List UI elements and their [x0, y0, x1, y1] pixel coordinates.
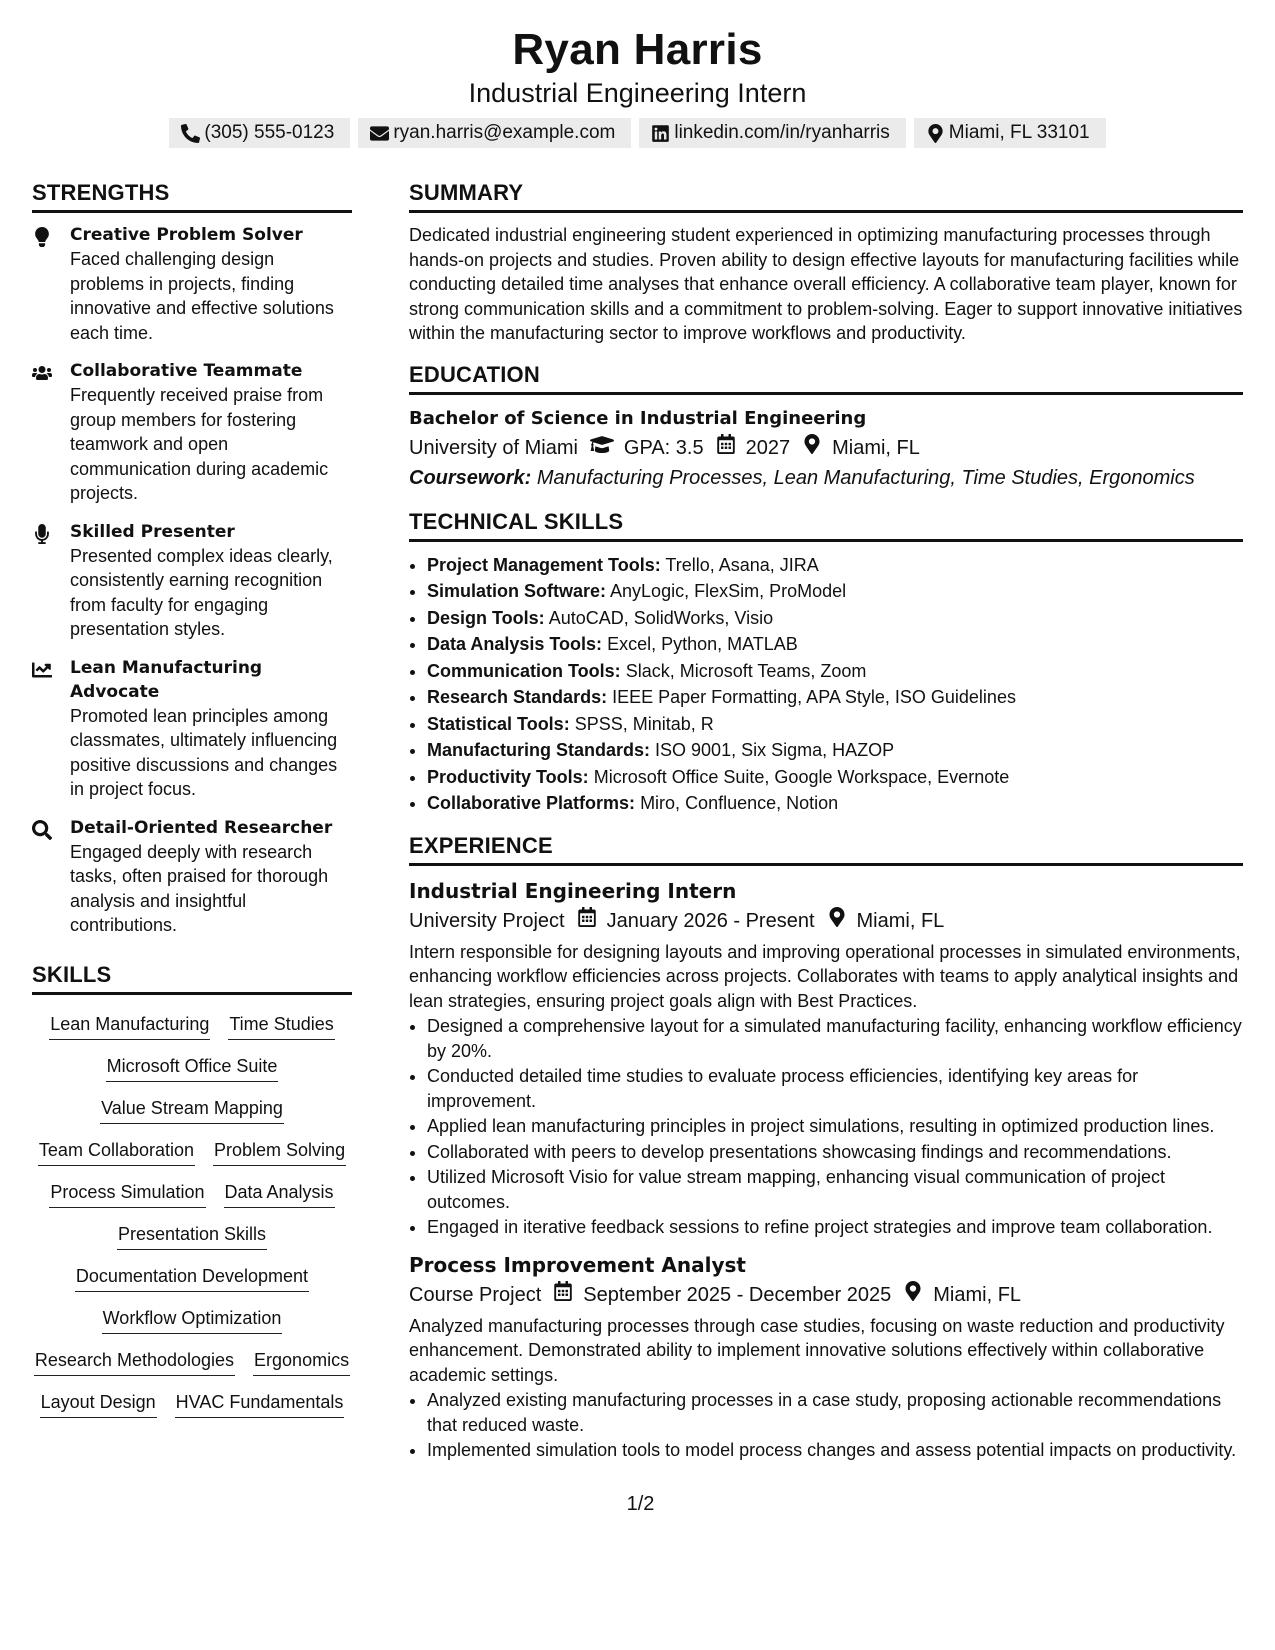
job-location: Miami, FL	[856, 909, 945, 932]
skill-tag: Time Studies	[228, 1011, 334, 1040]
skills-heading: SKILLS	[32, 960, 352, 995]
skill-tag: Documentation Development	[75, 1263, 309, 1292]
education-location: Miami, FL	[832, 436, 920, 459]
coursework-list: Manufacturing Processes, Lean Manufacturing, Time Studies, Ergonomics	[536, 466, 1195, 489]
search-icon	[32, 816, 70, 938]
linkedin-icon	[651, 124, 670, 143]
map-pin-icon	[926, 124, 945, 143]
list-item	[427, 552, 1243, 579]
technical-skills-heading: TECHNICAL SKILLS	[409, 507, 1243, 542]
skill-tag: Presentation Skills	[117, 1221, 267, 1250]
skill-tag: Lean Manufacturing	[49, 1011, 210, 1040]
list-item	[427, 790, 1243, 817]
skill-tag: Value Stream Mapping	[100, 1095, 284, 1124]
email-text: ryan.harris@example.com	[393, 122, 616, 143]
skill-tag: Process Simulation	[49, 1179, 205, 1208]
skill-label: Data Analysis Tools:	[427, 634, 603, 654]
list-item	[427, 658, 1243, 685]
skill-label: Research Standards:	[427, 687, 608, 707]
skill-label: Design Tools:	[427, 607, 545, 628]
strength-desc: Engaged deeply with research tasks, often praised for thorough analysis and insightful contributions.	[70, 841, 329, 935]
gpa-text: GPA: 3.5	[623, 436, 704, 459]
contact-phone	[169, 118, 350, 148]
list-item: • Analyzed existing manufacturing processes in a case study, proposing actionable recommendations that reduced waste.	[427, 1388, 1243, 1437]
list-item	[427, 764, 1243, 791]
list-item	[427, 605, 1243, 632]
strength-title: Collaborative Teammate	[70, 361, 303, 381]
map-pin-icon	[790, 433, 832, 463]
microphone-icon	[32, 520, 70, 642]
experience-entry	[409, 1250, 1243, 1463]
strength-item	[32, 816, 352, 938]
degree-title: Bachelor of Science in Industrial Engineering	[409, 407, 867, 429]
location-text: Miami, FL 33101	[948, 122, 1090, 143]
contact-email	[358, 118, 631, 148]
users-icon	[32, 359, 70, 506]
graduation-year: 2027	[745, 436, 791, 459]
left-column	[32, 178, 352, 1418]
linkedin-text: linkedin.com/in/ryanharris	[674, 122, 890, 143]
strength-item	[32, 223, 352, 345]
job-meta	[409, 1280, 1243, 1310]
skill-tag: Workflow Optimization	[102, 1305, 283, 1334]
list-item	[427, 711, 1243, 738]
resume-header	[0, 22, 1275, 148]
skills-list	[32, 1005, 352, 1418]
job-description: Intern responsible for designing layouts and improving operational processes in simulated environments, enhancing workflow efficiencies across projects. Collaborates with teams to apply analytical insights and lean strategies, ensuring project goals align with Best Practices.	[409, 941, 1241, 1011]
list-item	[427, 631, 1243, 658]
list-item: • Engaged in iterative feedback sessions to refine project strategies and improve team collaboration.	[427, 1215, 1243, 1240]
skill-value: AnyLogic, FlexSim, ProModel	[610, 581, 847, 601]
skill-label: Productivity Tools:	[427, 766, 589, 787]
skill-value: Trello, Asana, JIRA	[665, 554, 819, 575]
calendar-icon	[541, 1280, 583, 1310]
skill-label: Collaborative Platforms:	[427, 793, 636, 813]
list-item: • Designed a comprehensive layout for a simulated manufacturing facility, enhancing workflow efficiency by 20%.	[427, 1014, 1243, 1063]
list-item: • Collaborated with peers to develop presentations showcasing findings and recommendations.	[427, 1140, 1243, 1165]
job-bullets	[409, 1014, 1243, 1240]
coursework-line	[409, 463, 1243, 493]
skill-value: SPSS, Minitab, R	[574, 713, 714, 734]
envelope-icon	[370, 124, 389, 143]
technical-skills-list	[409, 552, 1243, 817]
skill-tag: Data Analysis	[224, 1179, 335, 1208]
job-dates: January 2026 - Present	[606, 909, 815, 932]
strength-desc: Presented complex ideas clearly, consistently earning recognition from faculty for engaging presentation styles.	[70, 545, 333, 639]
strength-desc: Promoted lean principles among classmates, ultimately influencing positive discussions and changes in project focus.	[70, 705, 338, 799]
strength-title: Detail-Oriented Researcher	[70, 817, 333, 838]
skill-tag: Problem Solving	[213, 1137, 346, 1166]
job-org: University Project	[409, 909, 565, 932]
contact-bar	[0, 118, 1275, 148]
contact-location	[914, 118, 1106, 148]
education-meta	[409, 433, 1243, 463]
contact-linkedin	[639, 118, 905, 148]
skill-tag: HVAC Fundamentals	[175, 1389, 345, 1418]
strength-item	[32, 656, 352, 802]
skill-label: Simulation Software:	[427, 581, 607, 601]
skill-tag: Team Collaboration	[38, 1137, 195, 1166]
skill-label: Project Management Tools:	[427, 554, 661, 575]
education-heading: EDUCATION	[409, 360, 1243, 395]
right-column	[409, 178, 1243, 1473]
list-item: • Conducted detailed time studies to evaluate process efficiencies, identifying key areas for improvement.	[427, 1064, 1243, 1113]
coursework-label: Coursework:	[409, 466, 532, 489]
skill-tag: Microsoft Office Suite	[106, 1053, 279, 1082]
skill-tag: Ergonomics	[253, 1347, 350, 1376]
experience-entry	[409, 876, 1243, 1240]
strength-desc: Faced challenging design problems in projects, finding innovative and effective solutions each time.	[70, 249, 334, 343]
skill-value: Excel, Python, MATLAB	[607, 634, 798, 654]
skill-tag: Research Methodologies	[34, 1347, 235, 1376]
chart-line-icon	[32, 656, 70, 802]
list-item	[427, 737, 1243, 764]
map-pin-icon	[891, 1280, 933, 1310]
candidate-title: Industrial Engineering Intern	[468, 78, 807, 108]
phone-icon	[181, 124, 200, 143]
lightbulb-icon	[32, 223, 70, 345]
job-description: Analyzed manufacturing processes through case studies, focusing on waste reduction and productivity enhancement. Demonstrated ability to implement innovative solutions effectively within collaborative academic settings.	[409, 1315, 1225, 1385]
skill-label: Statistical Tools:	[427, 713, 570, 734]
job-org: Course Project	[409, 1283, 542, 1306]
skill-value: Miro, Confluence, Notion	[640, 793, 839, 813]
list-item	[427, 684, 1243, 711]
map-pin-icon	[815, 906, 857, 936]
experience-heading: EXPERIENCE	[409, 831, 1243, 866]
list-item: • Utilized Microsoft Visio for value stream mapping, enhancing visual communication of project outcomes.	[427, 1165, 1243, 1214]
calendar-icon	[565, 906, 607, 936]
strength-title: Skilled Presenter	[70, 521, 235, 542]
strength-desc: Frequently received praise from group members for fostering teamwork and open communication during academic projects.	[70, 385, 329, 503]
list-item: • Applied lean manufacturing principles in project simulations, resulting in optimized production lines.	[427, 1114, 1243, 1139]
phone-text: (305) 555-0123	[204, 122, 335, 143]
strength-item	[32, 359, 352, 506]
skill-label: Manufacturing Standards:	[427, 740, 651, 760]
job-meta	[409, 906, 1243, 936]
list-item: • Implemented simulation tools to model process changes and assess potential impacts on productivity.	[427, 1438, 1243, 1463]
candidate-name: Ryan Harris	[512, 25, 763, 74]
job-location: Miami, FL	[933, 1283, 1022, 1306]
summary-text: Dedicated industrial engineering student experienced in optimizing manufacturing processes through hands-on projects and studies. Proven ability to design effective layouts for manufacturing facilities while conducting detailed time analyses that enhance overall efficiency. A collaborative team player, known for strong communication skills and a commitment to problem-solving. Eager to support innovative initiatives within the manufacturing sector to improve workflows and productivity.	[409, 225, 1243, 343]
page-number: 1/2	[626, 1493, 655, 1515]
strength-title: Lean Manufacturing Advocate	[70, 657, 263, 702]
skill-tag: Layout Design	[40, 1389, 157, 1418]
summary-heading: SUMMARY	[409, 178, 1243, 213]
job-title: Process Improvement Analyst	[409, 1252, 746, 1277]
school-name: University of Miami	[409, 436, 578, 459]
strength-item	[32, 520, 352, 642]
skill-value: ISO 9001, Six Sigma, HAZOP	[655, 740, 895, 760]
graduation-cap-icon	[578, 433, 624, 463]
list-item	[427, 578, 1243, 605]
skill-value: AutoCAD, SolidWorks, Visio	[548, 607, 774, 628]
strength-title: Creative Problem Solver	[70, 225, 303, 245]
job-dates: September 2025 - December 2025	[583, 1283, 892, 1306]
calendar-icon	[704, 433, 746, 463]
job-title: Industrial Engineering Intern	[409, 878, 737, 903]
skill-value: Slack, Microsoft Teams, Zoom	[625, 660, 867, 681]
skill-value: IEEE Paper Formatting, APA Style, ISO Guidelines	[612, 687, 1016, 707]
skill-label: Communication Tools:	[427, 660, 621, 681]
strengths-heading: STRENGTHS	[32, 178, 352, 213]
skill-value: Microsoft Office Suite, Google Workspace, Evernote	[593, 766, 1010, 787]
job-bullets	[409, 1388, 1243, 1463]
